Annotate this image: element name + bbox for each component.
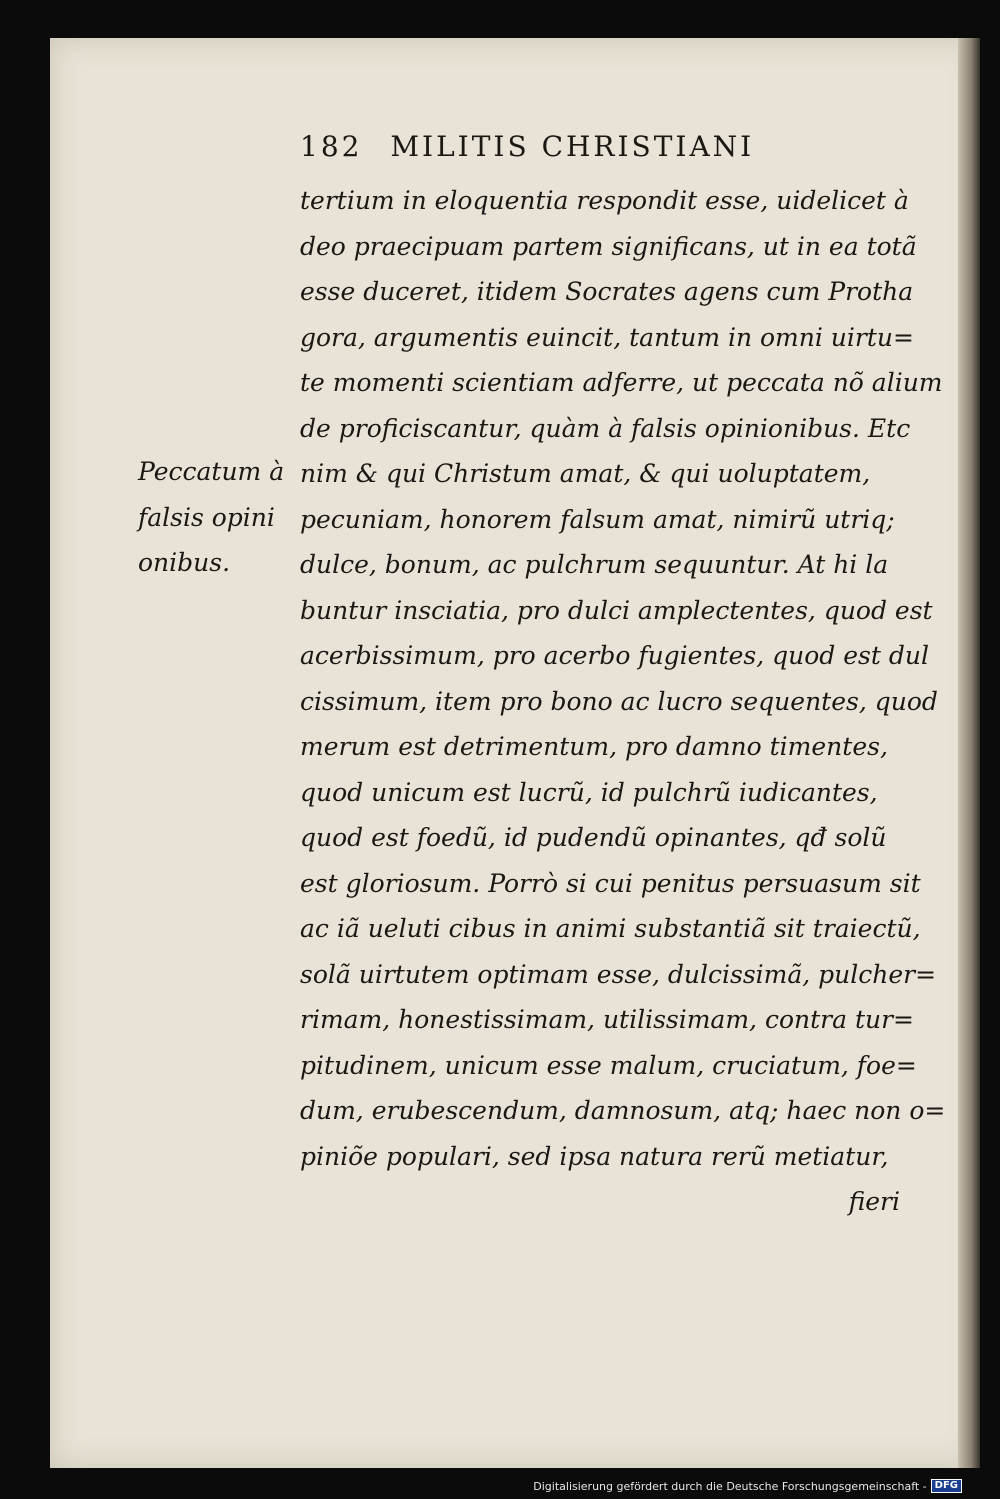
dfg-logo-icon: DFG [931, 1479, 962, 1493]
text-line: gora, argumentis euincit, tantum in omni uirtu= [300, 322, 914, 352]
text-line: nim & qui Christum amat, & qui uoluptatem, [300, 459, 871, 488]
text-line: esse duceret, itidem Socrates agens cum Protha [300, 277, 914, 306]
text-line: est gloriosum. Porrò si cui penitus persuasum sit [300, 868, 921, 898]
text-line: piniõe populari, sed ipsa natura rerũ metiatur, [300, 1141, 889, 1171]
body-text [300, 178, 946, 1225]
text-line: de proficiscantur, quàm à falsis opinionibus. Etc [300, 413, 911, 443]
text-line: quod unicum est lucrũ, id pulchrũ iudicantes, [300, 777, 878, 807]
text-line: pitudinem, unicum esse malum, cruciatum, foe= [300, 1050, 917, 1080]
running-title: MILITIS CHRISTIANI [390, 130, 755, 163]
margin-line: Peccatum à [138, 457, 285, 486]
text-line: cissimum, item pro bono ac lucro sequentes, quod [300, 686, 938, 716]
page-number: 182 [300, 130, 363, 163]
text-line: buntur insciatia, pro dulci amplectentes, quod est [300, 595, 933, 625]
text-line: ac iã ueluti cibus in animi substantiã sit traiectũ, [300, 914, 921, 943]
text-line: dulce, bonum, ac pulchrum sequuntur. At hi la [300, 550, 889, 579]
text-line: rimam, honestissimam, utilissimam, contra tur= [300, 1005, 914, 1034]
footer-credit: Digitalisierung gefördert durch die Deutsche Forschungsgemeinschaft - [533, 1479, 927, 1493]
text-line: merum est detrimentum, pro damno timentes, [300, 732, 888, 761]
margin-line: falsis opini [138, 502, 275, 532]
text-line: te momenti scientiam adferre, ut peccata nõ alium [300, 368, 943, 397]
text-line: acerbissimum, pro acerbo fugientes, quod est dul [300, 641, 929, 670]
text-line: pecuniam, honorem falsum amat, nimirũ utriq; [300, 504, 895, 534]
digitization-footer [533, 1479, 962, 1493]
text-line: deo praecipuam partem significans, ut in ea totã [300, 231, 917, 261]
catchword: fieri [848, 1187, 900, 1216]
text-line: quod est foedũ, id pudendũ opinantes, qđ solũ [300, 823, 887, 852]
running-header [300, 130, 910, 163]
text-line: dum, erubescendum, damnosum, atq; haec non o= [300, 1096, 946, 1125]
text-line: solã uirtutem optimam esse, dulcissimã, pulcher= [300, 959, 937, 989]
margin-line: onibus. [138, 548, 231, 577]
text-line: tertium in eloquentia respondit esse, uidelicet à [300, 186, 909, 215]
marginal-note [138, 449, 298, 586]
book-spine [958, 38, 980, 1468]
